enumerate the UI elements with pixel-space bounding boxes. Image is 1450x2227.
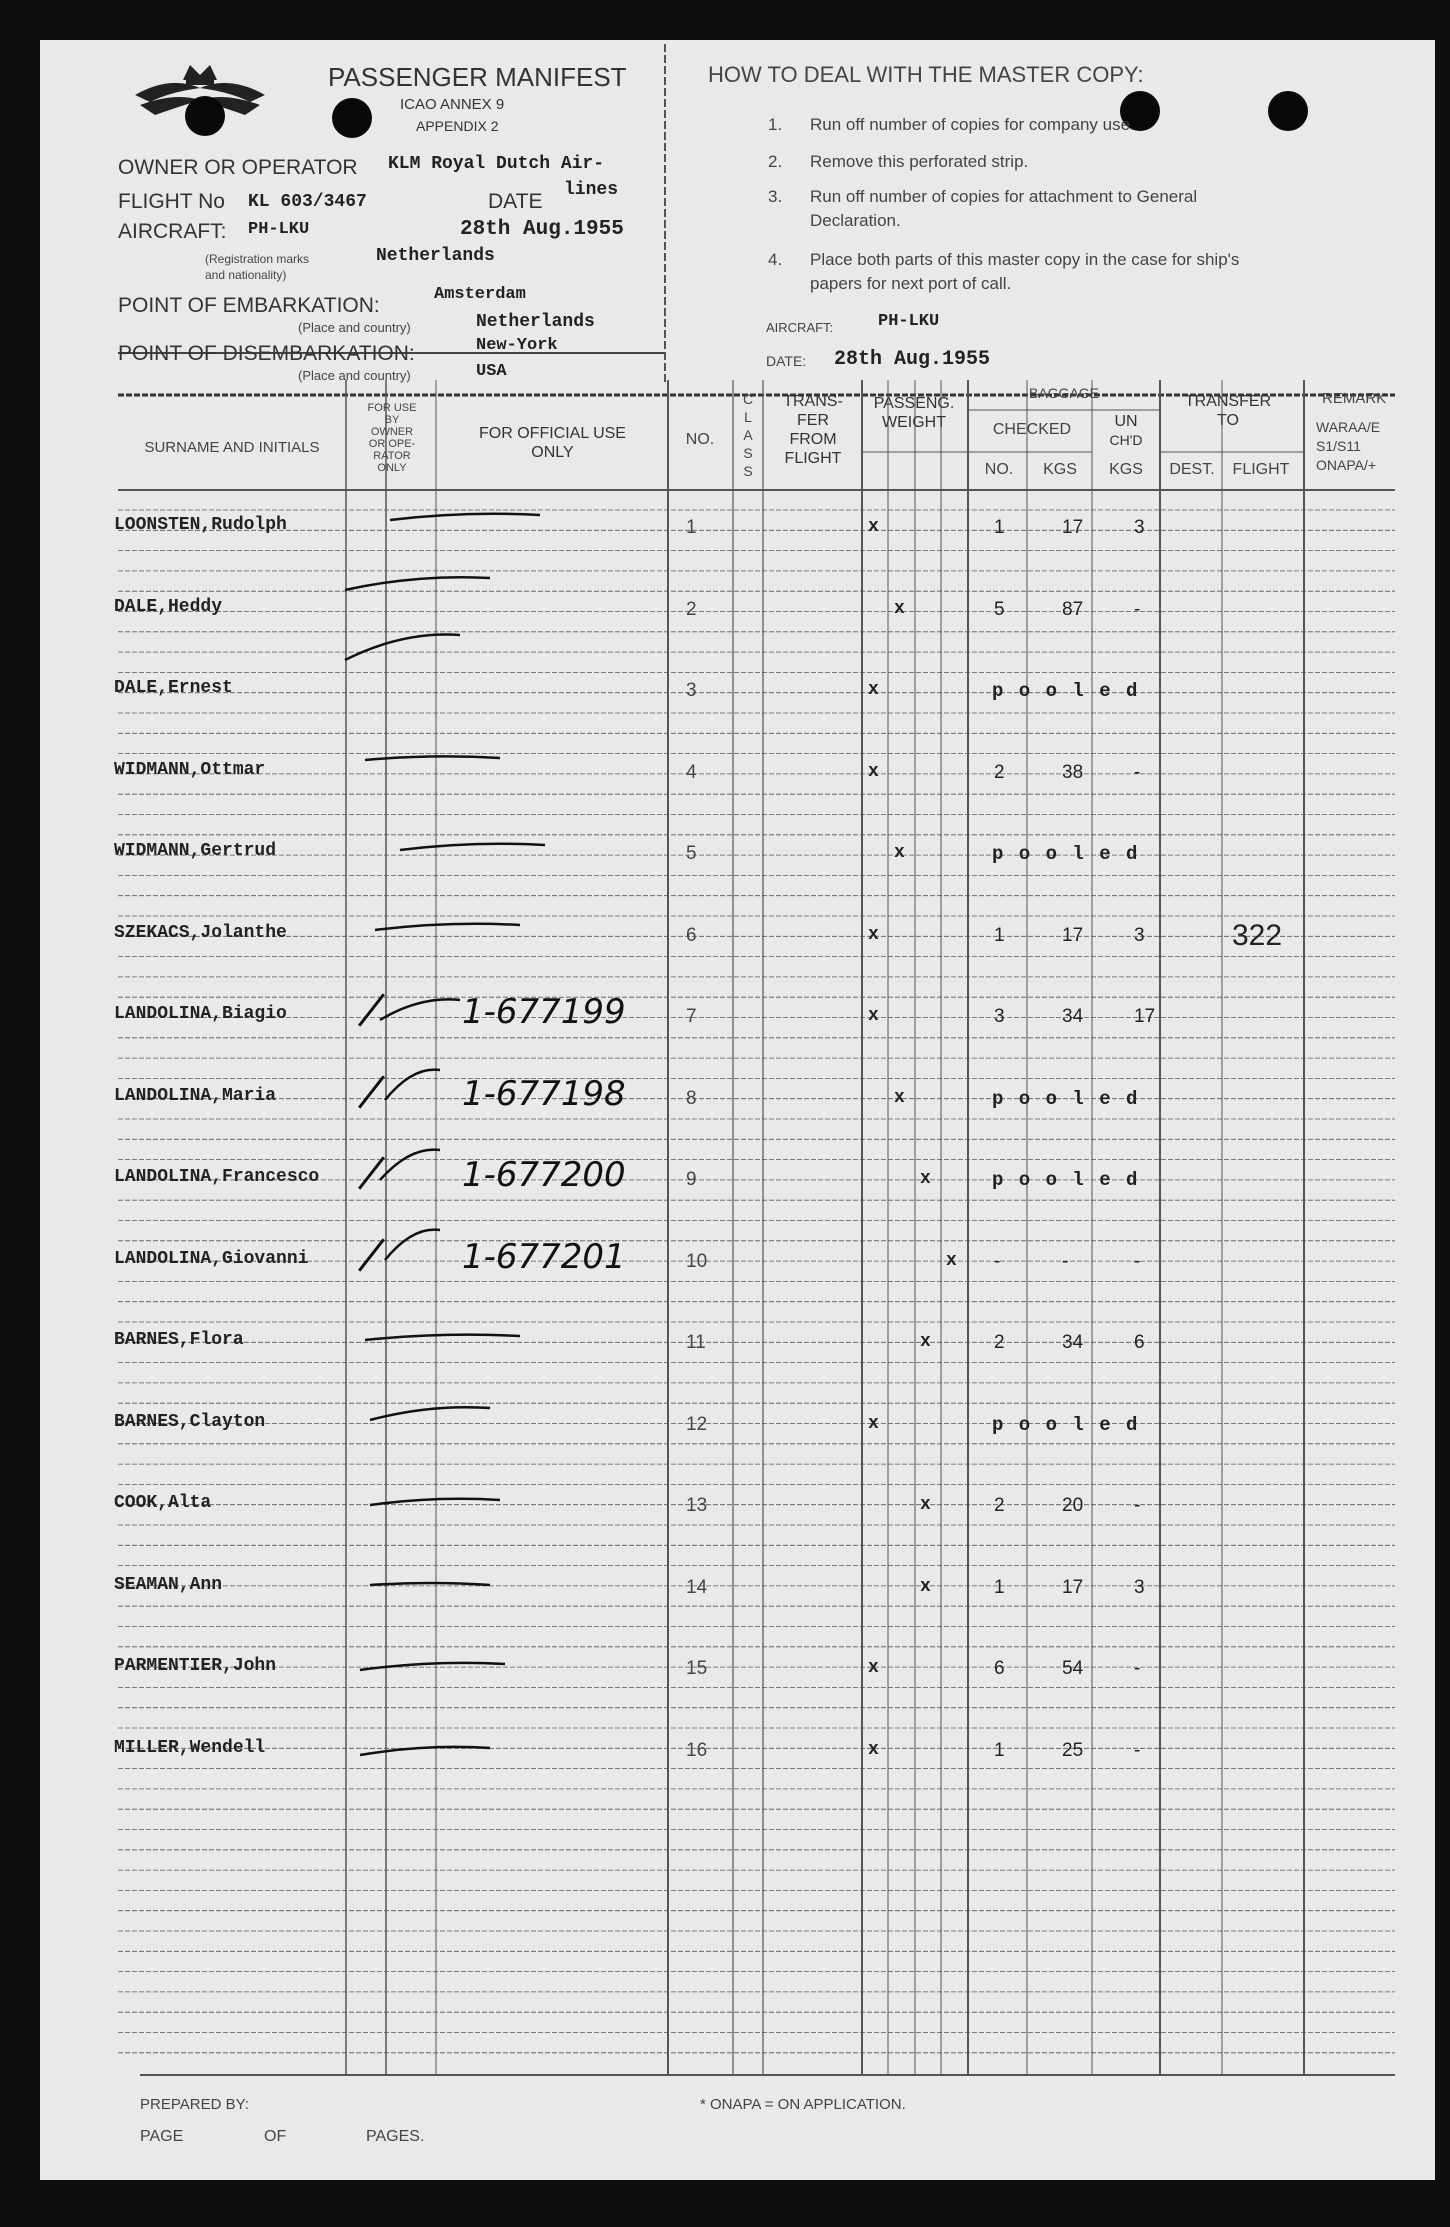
- passenger-name: BARNES,Clayton: [114, 1411, 266, 1432]
- footer-pages: PAGES.: [366, 2128, 425, 2145]
- passenger-no: 15: [686, 1658, 708, 1679]
- official-ticket-number: 1-677201: [462, 1236, 626, 1277]
- baggage-count: 5: [994, 598, 1005, 620]
- instruction-text: Place both parts of this master copy in the case for ship's: [810, 250, 1240, 269]
- col-transfer-to: TRANSFER TO: [1184, 393, 1272, 429]
- baggage-count: 1: [994, 924, 1005, 946]
- instr-aircraft-value: PH-LKU: [878, 312, 940, 331]
- unchecked-kgs: -: [1134, 1658, 1141, 1679]
- passenger-no: 8: [686, 1087, 697, 1109]
- form-annex: ICAO ANNEX 9: [400, 96, 505, 113]
- unchecked-kgs: -: [1134, 1739, 1141, 1761]
- col-remarks-codes: WARAA/E S1/S11 ONAPA/+: [1316, 419, 1381, 473]
- registration-note-1: (Registration marks: [205, 252, 310, 266]
- handwritten-check-stroke: [365, 1335, 520, 1340]
- baggage-count: 1: [994, 517, 1005, 538]
- embarkation-note: (Place and country): [298, 320, 411, 335]
- passenger-weight-mark: x: [868, 1658, 879, 1678]
- passenger-weight-mark: x: [868, 761, 879, 782]
- col-unchd: UN CH'D: [1109, 413, 1143, 448]
- passenger-name: WIDMANN,Gertrud: [114, 841, 277, 861]
- passenger-weight-mark: x: [920, 1332, 931, 1352]
- embarkation-country: Netherlands: [476, 312, 595, 332]
- disembarkation-city: New-York: [476, 336, 558, 355]
- official-ticket-number: 1-677199: [462, 992, 626, 1032]
- col-dest: DEST.: [1169, 461, 1215, 478]
- passenger-no: 7: [686, 1006, 697, 1027]
- passenger-name: LANDOLINA,Maria: [114, 1085, 277, 1106]
- baggage-kgs: 25: [1062, 1739, 1084, 1761]
- baggage-kgs: 17: [1062, 1576, 1084, 1598]
- passenger-no: 3: [686, 680, 697, 701]
- passenger-weight-mark: x: [868, 1739, 879, 1760]
- passenger-weight-mark: x: [868, 1413, 879, 1434]
- passenger-name: LANDOLINA,Francesco: [114, 1167, 320, 1187]
- passenger-no: 5: [686, 843, 697, 864]
- nationality-value: Netherlands: [376, 246, 495, 266]
- col-no: NO.: [685, 431, 715, 448]
- handwritten-check-stroke: [390, 514, 540, 520]
- instruction-number: 2.: [768, 152, 783, 171]
- owner-value-cont: lines: [564, 180, 619, 200]
- registration-note-2: and nationality): [205, 268, 287, 282]
- footer-of: OF: [264, 2128, 287, 2145]
- col-unchd-kgs: KGS: [1109, 461, 1143, 478]
- instr-date-value: 28th Aug.1955: [834, 348, 991, 371]
- passenger-name: LOONSTEN,Rudolph: [114, 515, 287, 535]
- date-value: 28th Aug.1955: [460, 218, 624, 241]
- passenger-weight-mark: x: [894, 598, 905, 619]
- passenger-no: 12: [686, 1413, 708, 1435]
- passenger-name: SZEKACS,Jolanthe: [114, 922, 287, 943]
- passenger-no: 2: [686, 598, 697, 620]
- flight-label: FLIGHT No: [118, 190, 225, 213]
- handwritten-check-stroke: [370, 1583, 490, 1585]
- baggage-count: 3: [994, 1006, 1005, 1027]
- baggage-kgs: 34: [1062, 1332, 1084, 1353]
- passenger-weight-mark: x: [868, 680, 879, 700]
- passenger-weight-mark: x: [920, 1169, 931, 1189]
- form-title: PASSENGER MANIFEST: [328, 62, 627, 92]
- flight-value: KL 603/3467: [248, 192, 367, 212]
- baggage-pooled: p o o l e d: [992, 1169, 1140, 1191]
- passenger-weight-mark: x: [920, 1576, 931, 1597]
- baggage-count: 1: [994, 1739, 1005, 1761]
- col-transfer-from: TRANS- FER FROM FLIGHT: [783, 393, 843, 467]
- passenger-no: 10: [686, 1250, 708, 1272]
- passenger-no: 14: [686, 1576, 708, 1598]
- col-passeng-weight: PASSENG. WEIGHT: [873, 395, 955, 431]
- baggage-count: 2: [994, 1332, 1005, 1353]
- passenger-weight-mark: x: [868, 1006, 879, 1026]
- instruction-text: Run off number of copies for company use.: [810, 115, 1135, 134]
- passenger-name: SEAMAN,Ann: [114, 1574, 223, 1595]
- baggage-kgs: 54: [1062, 1658, 1084, 1679]
- owner-label: OWNER OR OPERATOR: [118, 156, 358, 179]
- handwritten-check-stroke: [385, 1070, 440, 1100]
- unchecked-kgs: -: [1134, 1495, 1141, 1516]
- passenger-name: MILLER,Wendell: [114, 1737, 266, 1758]
- col-class: C L A S S: [742, 391, 754, 479]
- official-ticket-number: 1-677200: [462, 1155, 626, 1195]
- col-checked-no: NO.: [984, 461, 1014, 478]
- col-transfer-flight: FLIGHT: [1232, 461, 1290, 478]
- instr-date-label: DATE:: [766, 353, 807, 369]
- instr-aircraft-label: AIRCRAFT:: [766, 320, 834, 335]
- passenger-name: DALE,Ernest: [114, 678, 233, 698]
- col-official-use: FOR OFFICIAL USE ONLY: [479, 425, 626, 461]
- passenger-name: PARMENTIER,John: [114, 1656, 277, 1676]
- col-baggage: BAGGAGE: [1028, 385, 1100, 401]
- passenger-name: DALE,Heddy: [114, 596, 223, 617]
- passenger-name: COOK,Alta: [114, 1493, 212, 1513]
- unchecked-kgs: -: [1134, 598, 1141, 620]
- embarkation-label: POINT OF EMBARKATION:: [118, 294, 380, 317]
- baggage-count: -: [994, 1250, 1001, 1272]
- date-label: DATE: [488, 190, 543, 213]
- baggage-kgs: 17: [1062, 924, 1084, 946]
- disembarkation-note: (Place and country): [298, 368, 411, 383]
- owner-value: KLM Royal Dutch Air-: [388, 154, 605, 174]
- handwritten-check-stroke: [400, 844, 545, 850]
- passenger-weight-mark: x: [868, 517, 879, 537]
- unchecked-kgs: 3: [1134, 517, 1145, 538]
- passenger-no: 4: [686, 761, 697, 783]
- handwritten-check-stroke: [370, 1499, 500, 1505]
- transfer-flight-number: 322: [1232, 918, 1283, 952]
- baggage-pooled: p o o l e d: [992, 843, 1140, 865]
- instruction-text-cont: Declaration.: [810, 211, 901, 230]
- prepared-by: PREPARED BY:: [140, 2096, 249, 2113]
- passenger-weight-mark: x: [946, 1250, 957, 1271]
- passenger-name: LANDOLINA,Giovanni: [114, 1248, 309, 1269]
- aircraft-value: PH-LKU: [248, 220, 310, 239]
- footer-page: PAGE: [140, 2128, 184, 2145]
- col-owner-use: FOR USE BY OWNER OR OPE- RATOR ONLY: [367, 402, 417, 474]
- passenger-no: 1: [686, 517, 697, 538]
- baggage-count: 6: [994, 1658, 1005, 1679]
- handwritten-check-stroke: [360, 1663, 505, 1670]
- handwritten-check-stroke: [385, 1230, 440, 1260]
- baggage-count: 1: [994, 1576, 1005, 1598]
- handwritten-check-stroke: [380, 999, 460, 1020]
- passenger-weight-mark: x: [894, 843, 905, 863]
- passenger-name: LANDOLINA,Biagio: [114, 1004, 287, 1024]
- unchecked-kgs: 3: [1134, 924, 1145, 946]
- baggage-count: 2: [994, 1495, 1005, 1516]
- passenger-name: WIDMANN,Ottmar: [114, 759, 266, 780]
- instruction-number: 1.: [768, 115, 783, 134]
- disembarkation-country: USA: [476, 362, 507, 381]
- unchecked-kgs: -: [1134, 1250, 1141, 1272]
- col-checked: CHECKED: [992, 421, 1072, 438]
- form-appendix: APPENDIX 2: [416, 118, 499, 134]
- instruction-number: 4.: [768, 250, 783, 269]
- unchecked-kgs: 3: [1134, 1576, 1145, 1598]
- unchecked-kgs: 17: [1134, 1006, 1156, 1027]
- baggage-pooled: p o o l e d: [992, 1413, 1140, 1436]
- handwritten-check-stroke: [345, 577, 490, 590]
- unchecked-kgs: -: [1134, 761, 1141, 783]
- aircraft-label: AIRCRAFT:: [118, 220, 227, 243]
- passenger-weight-mark: x: [920, 1495, 931, 1515]
- footer-note: * ONAPA = ON APPLICATION.: [700, 2096, 906, 2113]
- handwritten-check-stroke: [375, 924, 520, 930]
- passenger-no: 11: [686, 1332, 706, 1353]
- instruction-text-cont: papers for next port of call.: [810, 274, 1012, 293]
- baggage-pooled: p o o l e d: [992, 680, 1140, 702]
- baggage-kgs: -: [1062, 1250, 1069, 1272]
- handwritten-check-stroke: [380, 1150, 440, 1180]
- official-ticket-number: 1-677198: [462, 1073, 626, 1114]
- col-surname: SURNAME AND INITIALS: [144, 439, 320, 456]
- baggage-count: 2: [994, 761, 1005, 783]
- passenger-weight-mark: x: [868, 924, 879, 945]
- passenger-no: 9: [686, 1169, 697, 1190]
- col-remarks: REMARK: [1322, 390, 1387, 407]
- instruction-text: Run off number of copies for attachment to General: [810, 187, 1198, 206]
- baggage-pooled: p o o l e d: [992, 1087, 1140, 1110]
- passenger-no: 16: [686, 1739, 708, 1761]
- baggage-kgs: 34: [1062, 1006, 1084, 1027]
- baggage-kgs: 17: [1062, 517, 1084, 538]
- disembarkation-label: POINT OF DISEMBARKATION:: [118, 342, 415, 365]
- instruction-text: Remove this perforated strip.: [810, 152, 1029, 171]
- handwritten-check-stroke: [345, 635, 460, 660]
- passenger-name: BARNES,Flora: [114, 1330, 244, 1350]
- embarkation-city: Amsterdam: [434, 285, 526, 304]
- passenger-no: 6: [686, 924, 697, 946]
- passenger-weight-mark: x: [894, 1087, 905, 1108]
- baggage-kgs: 87: [1062, 598, 1084, 620]
- baggage-kgs: 20: [1062, 1495, 1084, 1516]
- instruction-number: 3.: [768, 187, 783, 206]
- instructions-title: HOW TO DEAL WITH THE MASTER COPY:: [708, 62, 1144, 87]
- col-checked-kgs: KGS: [1043, 461, 1077, 478]
- baggage-kgs: 38: [1062, 761, 1084, 783]
- passenger-no: 13: [686, 1495, 708, 1516]
- handwritten-check-stroke: [370, 1407, 490, 1420]
- unchecked-kgs: 6: [1134, 1332, 1145, 1353]
